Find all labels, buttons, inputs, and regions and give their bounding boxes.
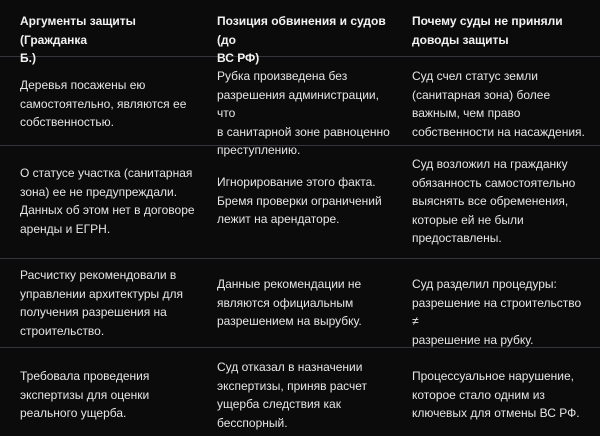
defense-argument-cell: Требовала проведения экспертизы для оценки реального ущерба. bbox=[20, 369, 150, 420]
prosecution-position-cell: Рубка произведена без разрешения администрации, что в санитарной зоне равноценно преступлению. bbox=[217, 69, 390, 157]
table-row bbox=[0, 348, 600, 436]
prosecution-position-cell: Данные рекомендации не являются официальным разрешением на вырубку. bbox=[217, 277, 362, 328]
table-row bbox=[0, 146, 600, 259]
defense-argument-cell: Расчистку рекомендовали в управлении архитектуры для получения разрешения на строительство. bbox=[20, 268, 183, 338]
court-reason-cell: Суд возложил на гражданку обязанность самостоятельно выяснять все обременения, которые ей не были предоставлены. bbox=[412, 157, 576, 245]
court-reason-cell: Суд счел статус земли (санитарная зона) более важным, чем право собственности на насаждения. bbox=[412, 69, 585, 139]
table-row bbox=[0, 259, 600, 348]
table-row bbox=[0, 57, 600, 157]
defense-argument-cell: О статусе участка (санитарная зона) ее не предупреждали. Данных об этом нет в договоре аренды и ЕГРН. bbox=[20, 166, 195, 236]
header-defense-arguments: Аргументы защиты (Гражданка Б.) bbox=[20, 14, 136, 65]
table-header-row bbox=[0, 0, 600, 65]
header-court-rejection-reasons: Почему суды не приняли доводы защиты bbox=[412, 14, 563, 47]
prosecution-position-cell: Суд отказал в назначении экспертизы, приняв расчет ущерба следствия как бесспорный. bbox=[217, 360, 368, 430]
header-prosecution-position: Позиция обвинения и судов (до ВС РФ) bbox=[217, 14, 386, 65]
prosecution-position-cell: Игнорирование этого факта. Бремя проверки ограничений лежит на арендаторе. bbox=[217, 175, 382, 226]
court-reason-cell: Суд разделил процедуры: разрешение на строительство ≠ разрешение на рубку. bbox=[412, 277, 582, 347]
court-reason-cell: Процессуальное нарушение, которое стало одним из ключевых для отмены ВС РФ. bbox=[412, 369, 580, 420]
defense-argument-cell: Деревья посажены ею самостоятельно, являются ее собственностью. bbox=[20, 78, 187, 129]
